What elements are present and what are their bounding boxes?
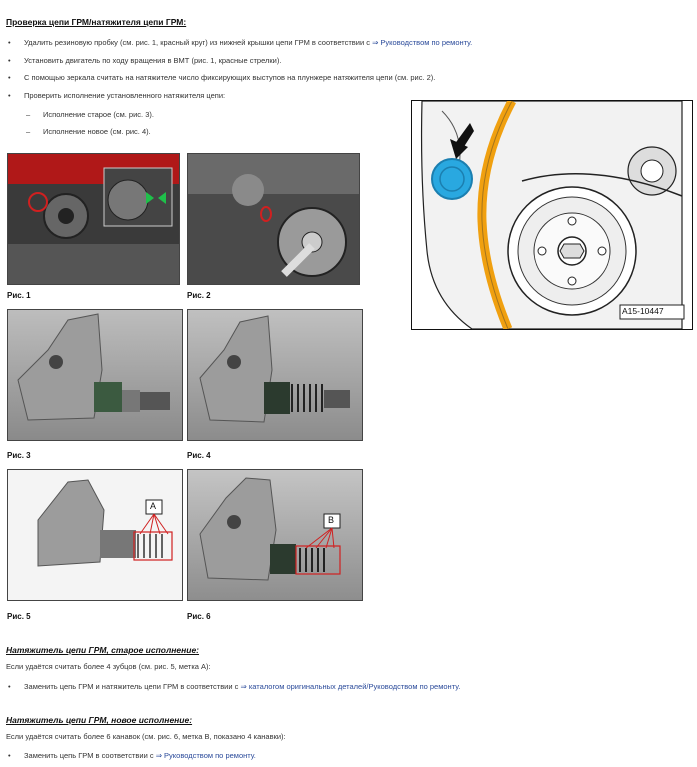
rubber-plug-icon	[432, 159, 472, 199]
old-version-action: Заменить цепь ГРМ и натяжитель цепи ГРМ в соответствии с ⇒ каталогом оригинальных деталей/Руководством по ремонту.	[24, 682, 461, 691]
diagram-label: A15-10447	[622, 306, 664, 316]
figure-2-photo	[187, 153, 360, 285]
repair-manual-link[interactable]: ⇒ Руководством по ремонту.	[372, 38, 473, 47]
new-version-title: Натяжитель цепи ГРМ, новое исполнение:	[6, 715, 193, 725]
bullet-old-action: •	[8, 682, 11, 691]
figure-5-caption: Рис. 5	[7, 612, 31, 621]
substep-1: Исполнение старое (см. рис. 3).	[43, 110, 154, 119]
engine-cover-diagram	[411, 100, 693, 330]
step-4: Проверить исполнение установленного натяжителя цепи:	[24, 91, 226, 100]
new-version-condition: Если удаётся считать более 6 канавок (см. рис. 6, метка В, показано 4 канавки):	[6, 732, 286, 741]
bullet-step-2: •	[8, 56, 11, 65]
bullet-step-1: •	[8, 38, 11, 47]
bullet-new-action: •	[8, 751, 11, 760]
old-version-title: Натяжитель цепи ГРМ, старое исполнение:	[6, 645, 200, 655]
section-title: Проверка цепи ГРМ/натяжителя цепи ГРМ:	[6, 17, 187, 27]
repair-manual-link-2[interactable]: ⇒ Руководством по ремонту.	[155, 751, 256, 760]
figure-3-caption: Рис. 3	[7, 451, 31, 460]
step-2: Установить двигатель по ходу вращения в ВМТ (рис. 1, красные стрелки).	[24, 56, 282, 65]
mark-b-label: B	[328, 515, 335, 525]
parts-catalog-link[interactable]: ⇒ каталогом оригинальных деталей/Руководством по ремонту.	[240, 682, 461, 691]
figure-5-photo	[7, 469, 183, 601]
dash-substep-1: –	[26, 110, 31, 119]
bullet-step-4: •	[8, 91, 11, 100]
step-1: Удалить резиновую пробку (см. рис. 1, красный круг) из нижней крышки цепи ГРМ в соответствии с ⇒ Руководством по ремонту.	[24, 38, 473, 47]
figure-4-photo	[187, 309, 363, 441]
new-version-action: Заменить цепь ГРМ в соответствии с ⇒ Руководством по ремонту.	[24, 751, 256, 760]
figure-1-photo	[7, 153, 180, 285]
figure-3-photo	[7, 309, 183, 441]
mark-a-label: A	[150, 501, 157, 511]
dash-substep-2: –	[26, 127, 31, 136]
figure-2-caption: Рис. 2	[187, 291, 211, 300]
figure-4-caption: Рис. 4	[187, 451, 211, 460]
substep-2: Исполнение новое (см. рис. 4).	[43, 127, 151, 136]
figure-6-photo	[187, 469, 363, 601]
figure-6-caption: Рис. 6	[187, 612, 211, 621]
step-3: С помощью зеркала считать на натяжителе число фиксирующих выступов на плунжере натяжителя цепи (см. рис. 2).	[24, 73, 436, 82]
figure-1-caption: Рис. 1	[7, 291, 31, 300]
bullet-step-3: •	[8, 73, 11, 82]
old-version-condition: Если удаётся считать более 4 зубцов (см. рис. 5, метка А):	[6, 662, 211, 671]
